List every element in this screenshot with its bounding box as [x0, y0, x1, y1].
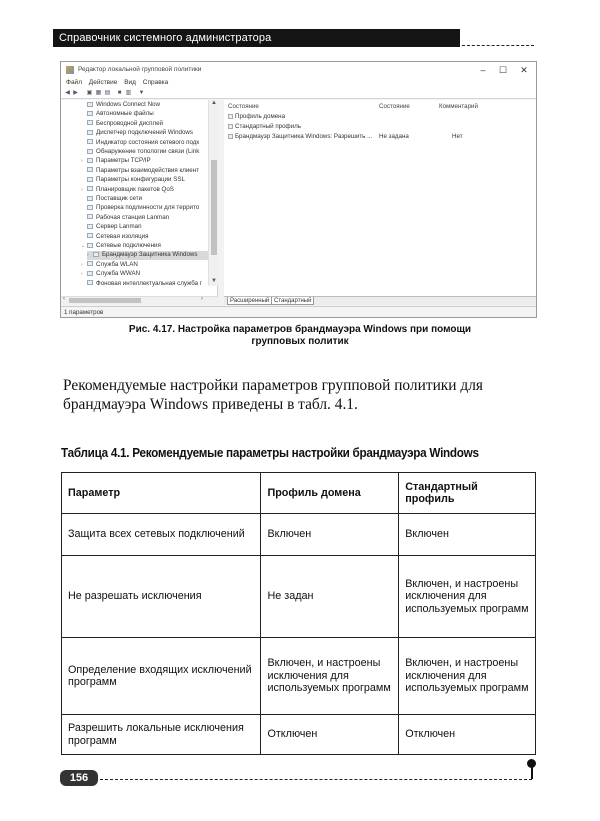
group-policy-editor-window: [60, 61, 537, 318]
cell-domain-profile: Не задан: [261, 556, 399, 638]
cell-domain-profile: Включен: [261, 514, 399, 556]
folder-icon: [87, 243, 93, 248]
folder-icon: [87, 186, 93, 191]
header-dotted-rule: [462, 45, 534, 46]
policy-comment: Нет: [452, 133, 463, 140]
policy-state: Не задана: [379, 133, 409, 140]
cell-parameter: Не разрешать исключения: [62, 556, 261, 638]
folder-icon: [87, 205, 93, 210]
tree-item[interactable]: Диспетчер подключений Windows: [81, 129, 193, 137]
scroll-up-icon[interactable]: ▲: [211, 100, 217, 106]
help-icon[interactable]: ■: [117, 90, 122, 96]
export-icon[interactable]: ▤: [104, 90, 111, 96]
status-bar: 1 параметров: [61, 306, 536, 318]
folder-icon: [87, 214, 93, 219]
filter-icon[interactable]: ▼: [138, 90, 145, 96]
cell-standard-profile: Отключен: [399, 715, 536, 755]
folder-icon: [87, 224, 93, 229]
tree-vertical-scrollbar[interactable]: [208, 100, 218, 286]
folder-icon: [87, 280, 93, 285]
cell-parameter: Защита всех сетевых подключений: [62, 514, 261, 556]
folder-icon: [87, 167, 93, 172]
menubar: [61, 78, 536, 88]
view-tabs: [224, 296, 537, 305]
scrollbar-thumb[interactable]: [211, 160, 217, 255]
figure-caption: [90, 324, 510, 348]
tree-item[interactable]: Индикатор состояния сетевого подк: [81, 139, 199, 147]
scroll-left-icon[interactable]: ‹: [63, 296, 65, 302]
tree-item-selected[interactable]: › Брандмауэр Защитника Windows: [87, 251, 208, 259]
tree-item[interactable]: Сервер Lanman: [81, 223, 142, 231]
tree-item[interactable]: Параметры конфигурации SSL: [81, 176, 185, 184]
maximize-button[interactable]: ☐: [498, 65, 508, 75]
policy-detail-pane: [224, 100, 537, 296]
back-icon[interactable]: ◀: [65, 90, 70, 96]
tree-item[interactable]: › Служба WWAN: [81, 270, 141, 278]
cell-standard-profile: Включен, и настроены исключения для используемых программ: [399, 556, 536, 638]
running-header: Справочник системного администратора: [53, 29, 460, 47]
tree-item[interactable]: Фоновая интеллектуальная служба г: [81, 280, 202, 288]
folder-icon: [228, 124, 233, 129]
tree-item[interactable]: › Служба WLAN: [81, 260, 138, 268]
caption-line-1: Рис. 4.17. Настройка параметров брандмауэра Windows при помощи: [128, 324, 472, 335]
menu-file[interactable]: Файл: [66, 79, 82, 86]
table-header-row: [62, 473, 536, 514]
tree-item[interactable]: Обнаружение топологии связи (Link: [81, 148, 199, 156]
page-number: 156: [60, 770, 98, 786]
window-title: Редактор локальной групповой политики: [78, 66, 202, 73]
tree-item[interactable]: Беспроводной дисплей: [81, 120, 163, 128]
properties-icon[interactable]: ▥: [125, 90, 132, 96]
forward-icon[interactable]: ▶: [73, 90, 78, 96]
folder-icon: [87, 261, 93, 266]
column-header-setting[interactable]: Состояние: [228, 103, 259, 110]
window-titlebar: [61, 62, 536, 78]
table-row: [62, 514, 536, 556]
scrollbar-thumb[interactable]: [69, 298, 141, 303]
policy-row[interactable]: Профиль домена: [228, 113, 285, 120]
folder-icon: [87, 271, 93, 276]
policy-row[interactable]: Брандмауэр Защитника Windows: Разрешить ...: [228, 133, 372, 140]
tree-item[interactable]: Рабочая станция Lanman: [81, 214, 169, 222]
tree-item[interactable]: Поставщик сети: [81, 195, 142, 203]
cell-domain-profile: Отключен: [261, 715, 399, 755]
folder-icon: [87, 233, 93, 238]
header-domain-profile: Профиль домена: [261, 473, 399, 514]
show-hide-tree-icon[interactable]: ▦: [95, 90, 102, 96]
column-header-comment[interactable]: Комментарий: [439, 103, 478, 110]
header-standard-profile: Стандартный профиль: [399, 473, 536, 514]
menu-view[interactable]: Вид: [124, 79, 136, 86]
menu-action[interactable]: Действие: [88, 79, 118, 86]
folder-icon: [87, 177, 93, 182]
tree-horizontal-scrollbar[interactable]: [61, 296, 218, 304]
policy-tree-pane: [61, 100, 218, 296]
cell-parameter: Определение входящих исключений программ: [62, 638, 261, 715]
table-title: Таблица 4.1. Рекомендуемые параметры настройки брандмауэра Windows: [61, 446, 479, 460]
footer-dotted-rule: [100, 779, 532, 780]
cell-standard-profile: Включен: [399, 514, 536, 556]
minimize-button[interactable]: –: [480, 65, 486, 75]
close-button[interactable]: ✕: [520, 65, 528, 75]
tab-standard[interactable]: Стандартный: [271, 297, 314, 305]
pin-stem: [531, 766, 533, 779]
scroll-right-icon[interactable]: ›: [201, 296, 203, 302]
table-row: [62, 638, 536, 715]
tree-item[interactable]: Параметры взаимодействия клиент: [81, 167, 199, 175]
menu-help[interactable]: Справка: [142, 79, 169, 86]
folder-icon: [87, 120, 93, 125]
header-parameter: Параметр: [62, 473, 261, 514]
folder-icon: [87, 130, 93, 135]
recommendations-table: [61, 472, 536, 755]
tree-item[interactable]: ⌄ Сетевые подключения: [81, 242, 161, 249]
body-paragraph: Рекомендуемые настройки параметров групповой политики для брандмауэра Windows приведены в табл. 4.1.: [63, 377, 483, 413]
tree-item[interactable]: Проверка подлинности для террито: [81, 204, 199, 212]
tree-item[interactable]: › Планировщик пакетов QoS: [81, 185, 174, 193]
tab-extended[interactable]: Расширенный: [227, 297, 272, 305]
folder-icon: [87, 139, 93, 144]
folder-icon: [87, 102, 93, 107]
folder-icon: [87, 196, 93, 201]
table-row: [62, 715, 536, 755]
policy-setting-icon: [228, 134, 233, 139]
toolbar: [61, 88, 536, 99]
scroll-down-icon[interactable]: ▼: [211, 278, 217, 284]
folder-icon: [87, 111, 93, 116]
folder-icon: [228, 114, 233, 119]
folder-icon: [93, 252, 99, 257]
table-row: [62, 556, 536, 638]
folder-icon: [87, 158, 93, 163]
folder-icon: [87, 149, 93, 154]
policy-row[interactable]: Стандартный профиль: [228, 123, 301, 130]
cell-standard-profile: Включен, и настроены исключения для используемых программ: [399, 638, 536, 715]
up-icon[interactable]: ▣: [86, 90, 93, 96]
tree-item[interactable]: Windows Connect Now: [81, 101, 160, 109]
caption-line-2: групповых политик: [251, 336, 349, 347]
gpedit-app-icon: [66, 66, 74, 74]
cell-domain-profile: Включен, и настроены исключения для используемых программ: [261, 638, 399, 715]
tree-item[interactable]: Автономные файлы: [81, 110, 154, 118]
cell-parameter: Разрешить локальные исключения программ: [62, 715, 261, 755]
column-header-state[interactable]: Состояние: [379, 103, 410, 110]
tree-item[interactable]: › Параметры TCP/IP: [81, 157, 151, 165]
tree-item[interactable]: Сетевая изоляция: [81, 233, 148, 241]
